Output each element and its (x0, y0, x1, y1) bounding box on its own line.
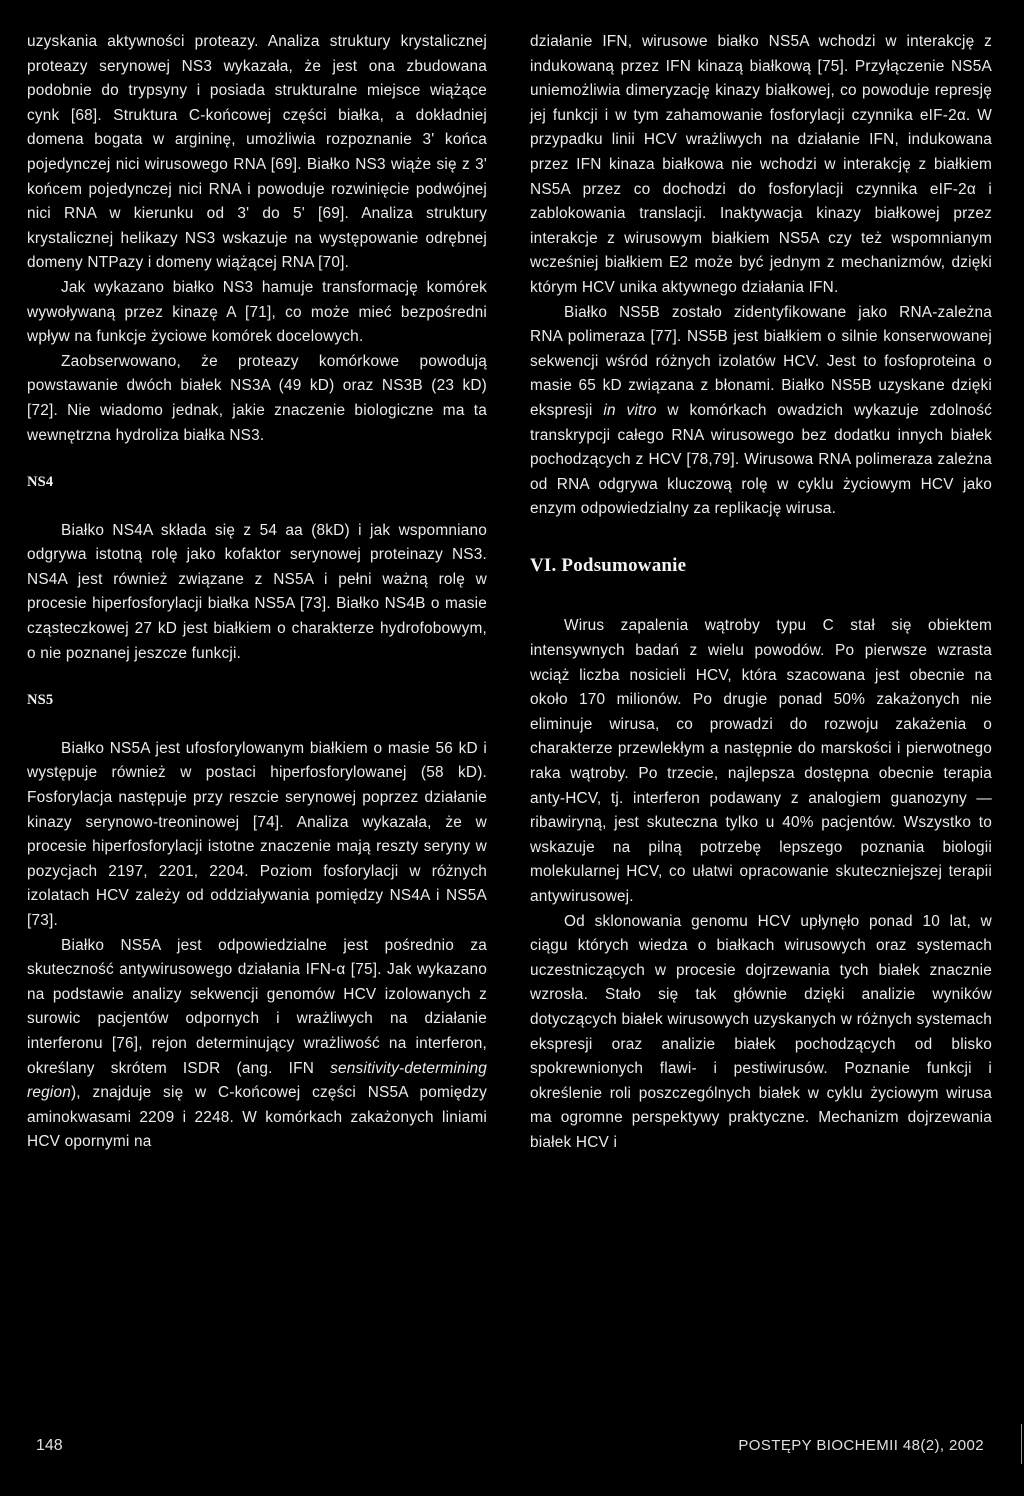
paragraph-ns3-transformation: Jak wykazano białko NS3 hamuje transformację komórek wywoływaną przez kinazę A [71], co może mieć bezpośredni wpływ na funkcje życiowe komórek docelowych. (27, 278, 487, 346)
paragraph-ns5b-italic: in vitro (603, 401, 657, 419)
paragraph-summary-1: Wirus zapalenia wątroby typu C stał się obiektem intensywnych badań z wielu powodów. Po pierwsze wzrasta wciąż liczba nosicieli HCV, która szacowana jest obecnie na około 170 milionów. Po drugie ponad 50% zakażonych nie eliminuje wirusa, co prowadzi do rozwoju zakażenia o charakterze przewlekłym a następnie do marskości i pierwotnego raka wątroby. Po trzecie, najlepsza dostępna obecnie terapia anty-HCV, tj. interferon podawany z analogiem guanozyny — ribawiryną, jest skuteczna tylko u 40% pacjentów. Wszystko to wskazuje na pilną potrzebę lepszego poznania biologii molekularnej HCV, co ułatwi opracowanie skuteczniejszej terapii antywirusowej. (530, 617, 992, 905)
page-edge-divider (1021, 1424, 1022, 1464)
paragraph-ns3-hydrolysis: Zaobserwowano, że proteazy komórkowe powodują powstawanie dwóch białek NS3A (49 kD) oraz NS3B (23 kD) [72]. Nie wiadomo jednak, jakie znaczenie biologiczne ma ta wewnętrzna hydroliza białka NS3. (27, 352, 487, 444)
paragraph-ns5a-ifn (27, 934, 487, 1155)
paragraph-ns5b-part2: w komórkach owadzich wykazuje zdolność transkrypcji całego RNA wirusowego bez dodatku innych białek pochodzących z HCV [78,79]. Wirusowa RNA polimeraza zależna od RNA odgrywa kluczową rolę w cyklu życiowym HCV jako enzym odpowiedzialny za replikację wirusa. (530, 401, 992, 518)
paragraph-ns5a-ifn-part2: ), znajduje się w C-końcowej części NS5A pomiędzy aminokwasami 2209 i 2248. W komórkach zakażonych liniami HCV opornymi na (27, 1084, 487, 1151)
paragraph-ns4: Białko NS4A składa się z 54 aa (8kD) i jak wspomniano odgrywa istotną rolę jako kofaktor serynowej proteinazy NS3. NS4A jest również związane z NS5A i pełni ważną rolę w procesie hiperfosforylacji białka NS5A [73]. Białko NS4B o masie cząsteczkowej 27 kD jest białkiem o charakterze hydrofobowym, o nie poznanej jeszcze funkcji. (27, 521, 487, 662)
section-heading-summary: VI. Podsumowanie (530, 554, 687, 576)
section-heading-ns5: NS5 (27, 692, 54, 709)
paragraph-ns5a-kinase: działanie IFN, wirusowe białko NS5A wchodzi w interakcję z indukowaną przez IFN kinazą białkową [75]. Przyłączenie NS5A uniemożliwia dimeryzację kinazy białkowej, co powoduje represję jej funkcji i w tym zahamowanie fosforylacji czynnika eIF-2α. W przypadku linii HCV wrażliwych na działanie IFN, indukowana przez IFN kinaza białkowa nie wchodzi w interakcję z białkiem NS5A przez co dochodzi do fosforylacji czynnika eIF-2α i zablokowania translacji. Inaktywacja kinazy białkowej przez interakcje z wirusowym białkiem NS5A czy też wspomnianym wcześniej białkiem E2 może być jednym z mechanizmów, dzięki którym HCV unika aktywnego działania IFN. (530, 33, 992, 296)
paragraph-summary-2: Od sklonowania genomu HCV upłynęło ponad 10 lat, w ciągu których wiedza o białkach wirusowych oraz systemach uczestniczących w procesie dojrzewania tych białek znacznie wzrosła. Stało się tak głównie dzięki analizie wyników dotyczących białek wirusowych uzyskanych w różnych systemach ekspresji oraz analizie białek pochodzących od blisko spokrewnionych flawi- i pestiwirusów. Poznanie funkcji i określenie roli poszczególnych białek w cyklu życiowym wirusa ma ogromne perspektywy praktyczne. Mechanizm dojrzewania białek HCV i (530, 912, 992, 1151)
page-number: 148 (36, 1437, 63, 1454)
left-column (27, 30, 487, 1155)
paragraph-ns5a-phosphorylation: Białko NS5A jest ufosforylowanym białkiem o masie 56 kD i występuje również w postaci hiperfosforylowanej (58 kD). Fosforylacja następuje przy reszcie serynowej poprzez działanie kinazy serynowo-treoninowej [74]. Analiza wykazała, że w procesie hiperfosforylacji istotne znaczenie mają reszty seryny w pozycjach 2197, 2201, 2204. Poziom fosforylacji w różnych izolatach HCV zależy od oddziaływania pomiędzy NS4A i NS5A [73]. (27, 739, 487, 929)
paragraph-ns5b (530, 301, 992, 522)
paragraph-ns5b-part1: Białko NS5B zostało zidentyfikowane jako RNA-zależna RNA polimeraza [77]. NS5B jest białkiem o silnie konserwowanej sekwencji wśród różnych izolatów HCV. Jest to fosfoproteina o masie 65 kD związana z błonami. Białko NS5B uzyskane dzięki ekspresji (530, 303, 992, 419)
right-column (530, 30, 992, 1156)
paragraph-ns3-structure: uzyskania aktywności proteazy. Analiza struktury krystalicznej proteazy serynowej NS3 wykazała, że jest ona zbudowana podobnie do trypsyny i posiada strukturalne miejsce wiążące cynk [68]. Struktura C-końcowej części białka, a dokładniej domena bogata w argininę, umożliwia rozpoznanie 3' końca pojedynczej nici wirusowego RNA [69]. Białko NS3 wiąże się z 3' końcem pojedynczej nici RNA i powoduje rozwinięcie podwójnej nici RNA w kierunku od 3' do 5' [69]. Analiza struktury krystalicznej helikazy NS3 wskazuje na występowanie odrębnej domeny NTPazy i domeny wiążącej RNA [70]. (27, 33, 487, 272)
section-heading-ns4: NS4 (27, 474, 54, 491)
journal-footer: POSTĘPY BIOCHEMII 48(2), 2002 (738, 1437, 984, 1454)
paragraph-ns5a-ifn-part1: Białko NS5A jest odpowiedzialne jest pośrednio za skuteczność antywirusowego działania IFN-α [75]. Jak wykazano na podstawie analizy sekwencji genomów HCV izolowanych z surowic pacjentów odpornych i wrażliwych na działanie interferonu [76], rejon determinujący wrażliwość na interferon, określany skrótem ISDR (ang. IFN (27, 936, 487, 1077)
paragraph-ns5a-ifn-italic: sensitivity-determining region (27, 1059, 487, 1102)
